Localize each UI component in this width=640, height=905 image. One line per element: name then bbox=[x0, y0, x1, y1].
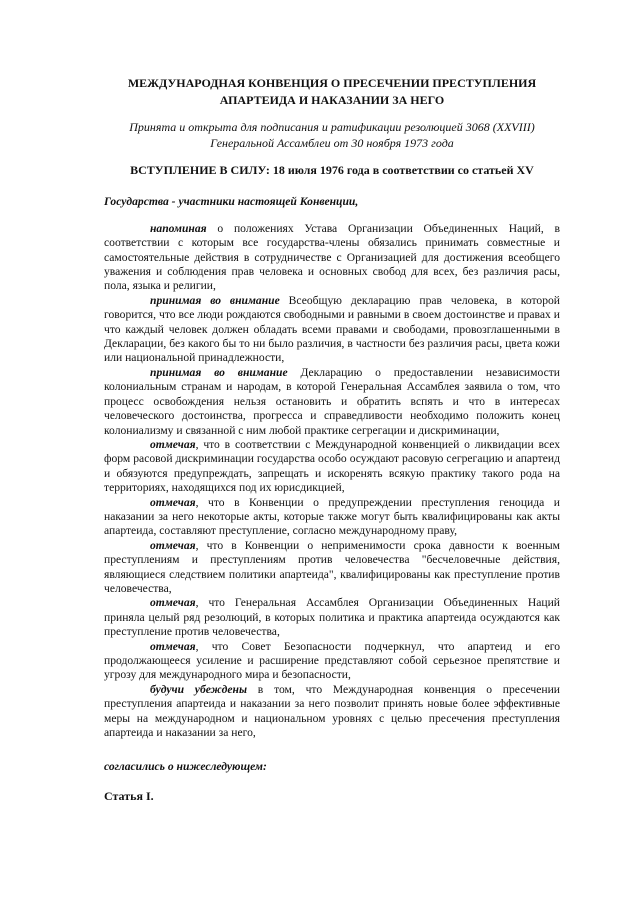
preamble-paragraph bbox=[104, 539, 560, 597]
paragraph-lead: отмечая bbox=[150, 596, 196, 610]
paragraph-lead: отмечая bbox=[150, 495, 196, 509]
paragraph-text: Декларацию о предоставлении независимости колониальным странам и народам, в которой Генеральная Ассамблея заявила о том, что процесс освобождения нельзя остановить и обратить вспять и что в интересах человеческого достоинства, прогресса и справедливости необходимо положить конец колониализму и связанной с ним любой практике сегрегации и дискриминации, bbox=[104, 365, 560, 437]
paragraph-text: о положениях Устава Организации Объединенных Наций, в соответствии с которым все государства-члены обязались принимать совместные и самостоятельные действия в сотрудничестве с Организацией для достижения всеобщего уважения и соблюдения прав человека и основных свобод для всех, без различия расы, пола, языка и религии, bbox=[104, 221, 560, 293]
paragraph-text: , что Генеральная Ассамблея Организации Объединенных Наций приняла целый ряд резолюций, в которых политика и практика апартеида осуждаются как преступление против человечества, bbox=[104, 596, 560, 639]
paragraph-text: , что Совет Безопасности подчеркнул, что апартеид и его продолжающееся усиление и расширение представляют собой серьезное препятствие и угрозу для международного мира и безопасности, bbox=[104, 639, 560, 682]
title-line: АПАРТЕИДА И НАКАЗАНИИ ЗА НЕГО bbox=[219, 93, 445, 107]
preamble bbox=[104, 222, 560, 741]
document-page bbox=[104, 75, 560, 803]
preamble-paragraph bbox=[104, 294, 560, 366]
document-title bbox=[104, 75, 560, 109]
paragraph-lead: напоминая bbox=[150, 221, 207, 235]
paragraph-text: Всеобщую декларацию прав человека, в которой говорится, что все люди рождаются свободными и равными в своем достоинстве и правах и что каждый человек должен обладать всеми правами и свободами, провозглашенными в Декларации, без какого бы то ни было различия, в частности без различия расы, цвета кожи или национальной принадлежности, bbox=[104, 293, 560, 365]
paragraph-lead: отмечая bbox=[150, 639, 196, 653]
title-line: МЕЖДУНАРОДНАЯ КОНВЕНЦИЯ О ПРЕСЕЧЕНИИ ПРЕСТУПЛЕНИЯ bbox=[127, 76, 537, 90]
preamble-paragraph bbox=[104, 438, 560, 496]
subtitle-line: Принята и открыта для подписания и ратификации резолюцией 3068 (XXVIII) bbox=[129, 120, 535, 134]
paragraph-text: , что в Конвенции о неприменимости срока давности к военным преступлениям и преступлениям против человечества "бесчеловечные действия, являющиеся следствием политики апартеида", квалифицированы как преступление против человечества, bbox=[104, 538, 560, 595]
paragraph-lead: отмечая bbox=[150, 538, 196, 552]
paragraph-text: , что в соответствии с Международной конвенцией о ликвидации всех форм расовой дискриминации государства особо осуждают расовую сегрегацию и апартеид и обязуются предупреждать, запрещать и искоренять всякую практику такого рода на территориях, находящихся под их юрисдикцией, bbox=[104, 437, 560, 495]
paragraph-text: в том, что Международная конвенция о пресечении преступления апартеида и наказании за него позволит принять новые более эффективные меры на международном и национальном уровнях с целью пресечения преступления апартеида и наказании за него, bbox=[104, 682, 560, 740]
paragraph-lead: будучи убеждены bbox=[150, 682, 248, 696]
preamble-paragraph bbox=[104, 596, 560, 639]
preamble-paragraph bbox=[104, 496, 560, 539]
agreed-clause: согласились о нижеследующем: bbox=[104, 760, 267, 774]
paragraph-lead: отмечая bbox=[150, 437, 196, 451]
paragraph-lead: принимая во внимание bbox=[150, 293, 280, 307]
article-heading: Статья I. bbox=[104, 788, 154, 803]
preamble-paragraph bbox=[104, 222, 560, 294]
states-parties-heading: Государства - участники настоящей Конвенции, bbox=[104, 195, 359, 209]
subtitle-line: Генеральной Ассамблеи от 30 ноября 1973 года bbox=[210, 136, 454, 150]
document-subtitle bbox=[104, 119, 560, 151]
paragraph-text: , что в Конвенции о предупреждении преступления геноцида и наказании за него некоторые акты, которые также могут быть квалифицированы как акты апартеида, составляют преступление, согласно международному праву, bbox=[104, 495, 560, 538]
paragraph-lead: принимая во внимание bbox=[150, 365, 288, 379]
entry-into-force: ВСТУПЛЕНИЕ В СИЛУ: 18 июля 1976 года в соответствии со статьей XV bbox=[130, 163, 534, 177]
preamble-paragraph bbox=[104, 366, 560, 438]
preamble-paragraph bbox=[104, 683, 560, 741]
preamble-paragraph bbox=[104, 640, 560, 683]
